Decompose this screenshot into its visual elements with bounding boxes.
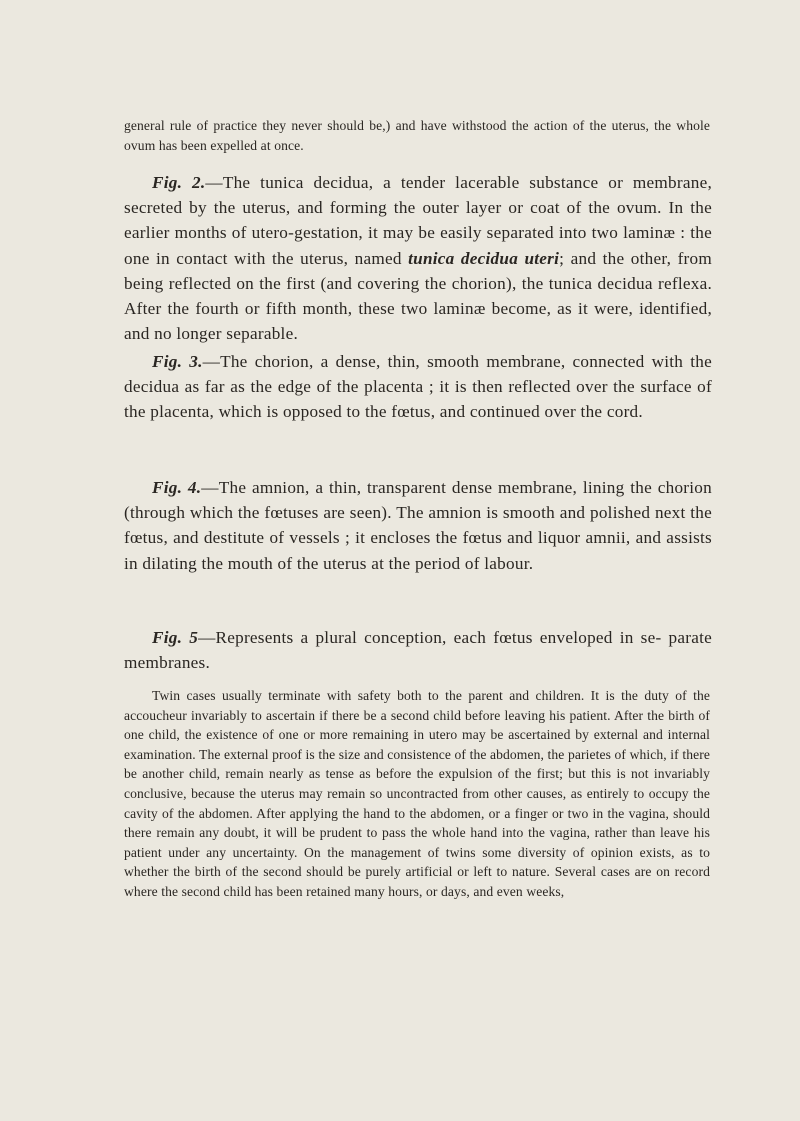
fig3-paragraph <box>124 349 712 425</box>
fig5-paragraph <box>124 625 712 675</box>
fig2-text-2: ; and the other, from being reflected on the first (and covering the chorion), the tunica decidua reflexa. After the fourth or fifth month, these two laminæ become, as it were, identified, and no longer separable. <box>124 248 712 344</box>
fig2-paragraph <box>124 170 712 346</box>
twins-paragraph: Twin cases usually terminate with safety both to the parent and children. It is the duty of the accoucheur invariably to ascertain if there be a second child before leaving his patient. After the birth of one child, the existence of one or more remaining in utero may be ascertained by external and internal examination. The external proof is the size and consistence of the abdomen, the parietes of which, if there be another child, remain nearly as tense as before the expulsion of the first; but this is not invariably conclusive, because the uterus may remain so uncontracted from other causes, as entirely to occupy the cavity of the abdomen. After applying the hand to the abdomen, or a finger or two in the vagina, should there remain any doubt, it will be prudent to pass the whole hand into the vagina, rather than leave his patient under any uncertainty. On the management of twins some diversity of opinion exists, as to whether the birth of the second should be purely artificial or left to nature. Several cases are on record where the second child has been retained many hours, or days, and even weeks, <box>124 688 710 899</box>
fig2-label: Fig. 2. <box>152 173 206 192</box>
fig2-text-1: —The tunica decidua, a tender lacerable substance or membrane, secreted by the uterus, and forming the outer layer or coat of the ovum. In the earlier months of utero-gestation, it may be easily separated into two laminæ : the one in contact with the uterus, named <box>124 173 713 268</box>
fig4-label: Fig. 4. <box>152 478 202 497</box>
fig3-text: —The chorion, a dense, thin, smooth membrane, connected with the decidua as far as the edge of the placenta ; it is then reflected over the surface of the placenta, which is opposed to the fœtus, and continued over the cord. <box>124 352 712 422</box>
fig3-label: Fig. 3. <box>152 352 203 371</box>
fig4-paragraph <box>124 475 712 576</box>
fig5-text: —Represents a plural conception, each fœtus enveloped in se- parate membranes. <box>124 628 713 673</box>
fig4-text: —The amnion, a thin, transparent dense membrane, lining the chorion (through which the fœtuses are seen). The amnion is smooth and polished next the fœtus, and destitute of vessels ; it encloses the fœtus and liquor amnii, and assists in dilating the mouth of the uterus at the period of labour. <box>124 478 712 573</box>
fig2-latin-term: tunica decidua uteri <box>408 248 560 268</box>
fig5-label: Fig. 5 <box>152 628 199 647</box>
intro-paragraph: general rule of practice they never should be,) and have withstood the action of the uterus, the whole ovum has been expelled at once. <box>124 118 710 153</box>
